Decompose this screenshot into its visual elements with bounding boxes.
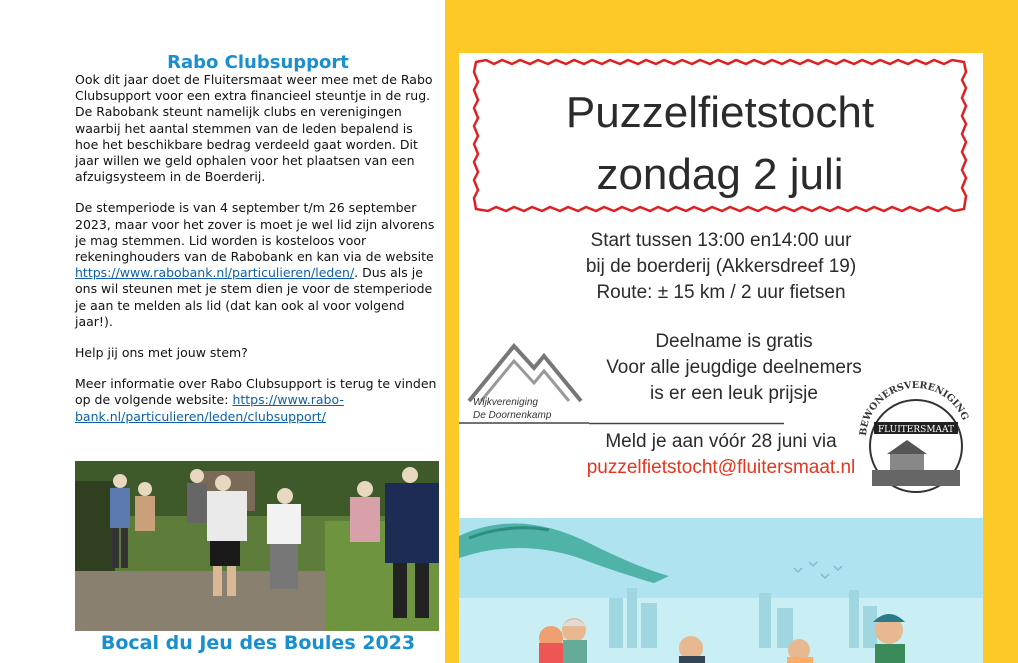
flyer — [459, 53, 983, 663]
svg-text:De Doornenkamp: De Doornenkamp — [473, 410, 552, 421]
flyer-title-line-2: zondag 2 juli — [596, 150, 844, 199]
rabobank-leden-link[interactable]: https://www.rabobank.nl/particulieren/leden/ — [75, 265, 355, 281]
paragraph-4-text: Meer informatie over Rabo Clubsupport is terug te vinden op de volgende website: — [75, 376, 437, 408]
left-column — [0, 0, 445, 663]
paragraph-4 — [75, 376, 437, 425]
registration-deadline: Meld je aan vóór 28 juni via — [605, 431, 837, 452]
paragraph-3: Help jij ons met jouw stem? — [75, 345, 248, 361]
participation-prize: is er een leuk prijsje — [650, 383, 818, 404]
section-title: Rabo Clubsupport — [167, 52, 349, 73]
photo-caption: Bocal du Jeu des Boules 2023 — [100, 632, 416, 654]
flyer-title — [472, 82, 968, 206]
paragraph-2 — [75, 200, 437, 330]
svg-text:BEWONERSVERENIGING: BEWONERSVERENIGING — [857, 379, 971, 437]
paragraph-2-text-end: . Dus als je ons wil steunen met je stem dien je voor de stemperiode je aan te melden als lid (dat kan ook al voor volgend jaar!). — [75, 265, 433, 329]
svg-text:Wijkvereniging: Wijkvereniging — [473, 397, 538, 408]
clubsupport-link[interactable]: https://www.rabo-bank.nl/particulieren/leden/clubsupport/ — [75, 392, 344, 424]
start-time: Start tussen 13:00 en14:00 uur — [590, 230, 852, 251]
participation-free: Deelname is gratis — [655, 331, 813, 352]
svg-text:FLUITERSMAAT: FLUITERSMAAT — [877, 425, 955, 435]
participation-youth: Voor alle jeugdige deelnemers — [606, 357, 862, 378]
title-box — [472, 58, 968, 213]
start-location: bij de boerderij (Akkersdreef 19) — [585, 256, 857, 277]
cycling-illustration — [459, 518, 983, 663]
flyer-title-line-1: Puzzelfietstocht — [565, 88, 875, 137]
paragraph-1: Ook dit jaar doet de Fluitersmaat weer mee met de Rabo Clubsupport voor een extra financieel steuntje in de rug. De Rabobank steunt namelijk clubs en verenigingen waarbij het aantal stemmen van de leden bepalend is hoe het beschikbare bedrag verdeeld gaat worden. Dit jaar willen we geld ophalen voor het plaatsen van een afzuigsysteem in de Boerderij. — [75, 72, 433, 185]
registration-email[interactable]: puzzelfietstocht@fluitersmaat.nl — [586, 457, 856, 478]
boules-photo — [75, 461, 439, 631]
start-info — [459, 228, 983, 306]
article-body — [75, 72, 437, 440]
wijkvereniging-logo — [459, 343, 589, 428]
registration-info — [459, 429, 983, 481]
paragraph-2-text: De stemperiode is van 4 september t/m 26 september 2023, maar voor het zover is moet je wel lid zijn alvorens je mag stemmen. Lid worden is kosteloos voor rekeninghouders van de Rabobank en kan via de website — [75, 200, 435, 265]
route-info: Route: ± 15 km / 2 uur fietsen — [596, 282, 846, 303]
